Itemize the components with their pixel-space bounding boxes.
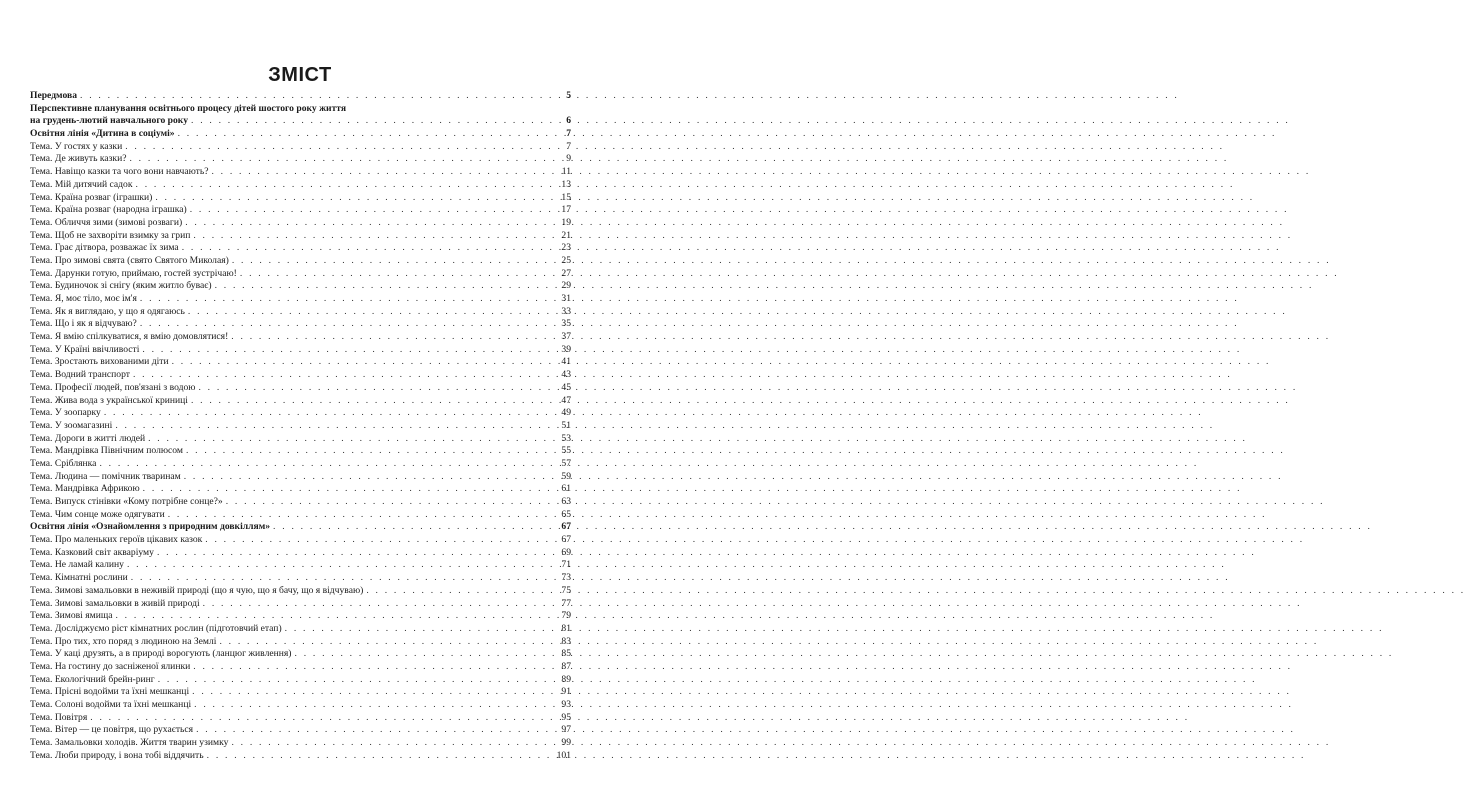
toc-entry[interactable] <box>30 395 571 408</box>
toc-entry-text: Тема. Прісні водойми та їхні мешканці <box>30 686 190 698</box>
toc-entry-text: Тема. Країна розваг (народна іграшка) <box>30 204 187 216</box>
toc-entry-page: 15 <box>561 191 571 203</box>
dot-leader <box>155 674 557 687</box>
toc-entry[interactable] <box>30 458 571 471</box>
page-title: ЗМІСТ <box>268 64 332 86</box>
toc-entry-page: 81 <box>561 622 571 634</box>
toc-entry[interactable] <box>30 306 571 319</box>
toc-entry-text: Тема. Повітря <box>30 711 88 723</box>
toc-entry-text-line1: Перспективне планування освітнього процесу дітей шостого року життя <box>30 102 347 114</box>
toc-entry-page: 71 <box>561 559 571 571</box>
toc-entry-page: 6 <box>566 115 571 127</box>
toc-entry[interactable] <box>30 483 571 496</box>
toc-entry-page: 63 <box>561 496 571 507</box>
toc-entry[interactable] <box>30 293 571 306</box>
table-of-contents <box>30 90 571 762</box>
toc-entry-text: Тема. У гостях у казки <box>30 140 123 152</box>
toc-entry[interactable] <box>30 344 571 357</box>
toc-entry-text: Тема. Чим сонце може одягувати <box>30 508 165 520</box>
toc-entry[interactable] <box>30 230 571 243</box>
toc-entry[interactable] <box>30 585 571 598</box>
toc-entry[interactable] <box>30 674 571 687</box>
toc-entry-text: Тема. Випуск стінівки «Кому потрібне сонце?» <box>30 496 223 507</box>
toc-entry-text: Передмова <box>30 90 77 101</box>
dot-leader <box>96 458 557 471</box>
toc-entry-page: 67 <box>561 534 571 546</box>
dot-leader <box>137 293 557 306</box>
dot-leader <box>133 179 557 192</box>
toc-entry[interactable] <box>30 166 571 179</box>
toc-entry[interactable] <box>30 750 571 763</box>
toc-entry[interactable] <box>30 610 571 623</box>
toc-entry-text: Тема. Країна розваг (іграшки) <box>30 191 153 203</box>
toc-entry-page: 31 <box>561 293 571 304</box>
toc-entry-page: 95 <box>561 711 571 723</box>
toc-entry-text: Тема. Водний транспорт <box>30 369 130 381</box>
dot-leader <box>228 737 557 750</box>
toc-entry-text: Тема. Де живуть казки? <box>30 153 127 165</box>
toc-section-heading[interactable] <box>30 521 571 534</box>
toc-entry-text: Тема. Замальовки холодів. Життя тварин узимку <box>30 737 229 749</box>
toc-entry[interactable] <box>30 141 571 154</box>
toc-entry-page: 83 <box>561 635 571 647</box>
toc-page <box>0 0 600 800</box>
toc-entry[interactable] <box>30 280 571 293</box>
toc-entry[interactable] <box>30 724 571 737</box>
toc-entry[interactable] <box>30 534 571 547</box>
dot-leader <box>112 610 557 623</box>
dot-leader <box>270 521 557 534</box>
toc-entry[interactable] <box>30 699 571 712</box>
toc-entry-page: 9 <box>566 153 571 165</box>
toc-entry[interactable] <box>30 369 571 382</box>
toc-entry-page: 101 <box>556 749 571 761</box>
dot-leader <box>152 192 557 205</box>
toc-entry-page: 79 <box>561 610 571 622</box>
toc-entry-text: Тема. Зимові ямища <box>30 610 113 622</box>
toc-entry-page: 91 <box>561 686 571 698</box>
toc-entry-text: Тема. Про тих, хто поряд з людиною на Землі <box>30 635 217 647</box>
toc-entry-text: Тема. Зимові замальовки в неживій природі (що я чую, що я бачу, що я відчуваю) <box>30 584 364 596</box>
toc-entry-text: Тема. Сріблянка <box>30 457 97 469</box>
toc-entry-text: Тема. Мандрівка Африкою <box>30 483 140 495</box>
dot-leader <box>182 217 557 230</box>
toc-entry[interactable] <box>30 356 571 369</box>
toc-entry[interactable] <box>30 242 571 255</box>
toc-entry-page: 17 <box>561 204 571 216</box>
toc-entry-page: 87 <box>561 660 571 672</box>
toc-entry-page: 75 <box>561 584 571 596</box>
toc-entry-page: 65 <box>561 508 571 520</box>
dot-leader <box>112 420 557 433</box>
toc-entry-text: Тема. Солоні водойми та їхні мешканці <box>30 699 192 710</box>
dot-leader <box>292 648 558 661</box>
dot-leader <box>193 724 557 737</box>
toc-entry-page: 19 <box>561 216 571 228</box>
dot-leader <box>189 686 557 699</box>
toc-entry-page: 29 <box>561 280 571 292</box>
toc-entry[interactable] <box>30 598 571 611</box>
dot-leader <box>183 445 557 458</box>
toc-entry-page: 41 <box>561 356 571 368</box>
toc-entry-page: 47 <box>561 394 571 406</box>
toc-entry[interactable] <box>30 255 571 268</box>
toc-entry[interactable] <box>30 331 571 344</box>
dot-leader <box>181 471 557 484</box>
toc-entry-text: Тема. Я вмію спілкуватися, я вмію домовлятися! <box>30 331 229 343</box>
toc-entry-text: Тема. Не ламай калину <box>30 559 124 571</box>
toc-entry-page: 39 <box>561 343 571 355</box>
toc-entry-page: 43 <box>561 369 571 381</box>
toc-entry-text: Тема. Мандрівка Північним полюсом <box>30 445 183 457</box>
toc-section-heading[interactable] <box>30 128 571 141</box>
toc-entry-text: Тема. У каці друзять, а в природі ворогують (ланцюг живлення) <box>30 648 292 660</box>
toc-entry[interactable] <box>30 496 571 509</box>
toc-entry[interactable] <box>30 712 571 725</box>
toc-entry-text: Освітня лінія «Ознайомлення з природним довкіллям» <box>30 521 271 533</box>
toc-entry-text: Тема. Я, моє тіло, моє ім'я <box>30 293 137 304</box>
toc-entry-page: 73 <box>561 572 571 584</box>
toc-entry-text: Тема. Про маленьких героїв цікавих казок <box>30 534 203 546</box>
toc-entry[interactable] <box>30 636 571 649</box>
dot-leader <box>128 572 557 585</box>
toc-entry[interactable] <box>30 572 571 585</box>
toc-entry[interactable] <box>30 509 571 522</box>
toc-entry-page: 85 <box>561 648 571 660</box>
toc-entry-text: Тема. Досліджуємо ріст кімнатних рослин (підготовчий етап) <box>30 622 282 634</box>
toc-entry-page: 27 <box>561 267 571 279</box>
toc-entry-text: Тема. Обличчя зими (зимові розваги) <box>30 216 183 228</box>
toc-entry-text: Тема. Щоб не захворіти взимку за грип <box>30 229 191 241</box>
toc-entry-text: Тема. Як я виглядаю, у що я одягаюсь <box>30 305 185 317</box>
dot-leader <box>126 153 557 166</box>
dot-leader <box>237 268 557 281</box>
dot-leader <box>101 407 557 420</box>
toc-entry-page: 25 <box>561 254 571 266</box>
toc-entry[interactable] <box>30 204 571 217</box>
toc-entry-page: 57 <box>561 457 571 469</box>
dot-leader <box>140 483 557 496</box>
toc-entry[interactable] <box>30 661 571 674</box>
dot-leader <box>200 598 557 611</box>
toc-entry-page: 59 <box>561 470 571 482</box>
dot-leader <box>195 382 557 395</box>
dot-leader <box>190 230 557 243</box>
toc-entry[interactable] <box>30 686 571 699</box>
dot-leader <box>87 712 557 725</box>
dot-leader <box>191 699 557 712</box>
dot-leader <box>154 547 557 560</box>
toc-entry-text: Освітня лінія «Дитина в соціумі» <box>30 128 175 140</box>
toc-entry[interactable] <box>30 268 571 281</box>
toc-entry-text: Тема. Людина — помічник тваринам <box>30 470 181 482</box>
toc-entry[interactable] <box>30 153 571 166</box>
toc-entry-page: 45 <box>561 381 571 393</box>
toc-entry-page: 89 <box>561 673 571 685</box>
dot-leader <box>185 306 557 319</box>
toc-entry[interactable] <box>30 318 571 331</box>
toc-entry-text: Тема. У зоомагазині <box>30 419 113 431</box>
toc-entry[interactable] <box>30 420 571 433</box>
toc-entry[interactable] <box>30 192 571 205</box>
dot-leader <box>179 242 557 255</box>
toc-entry[interactable] <box>30 382 571 395</box>
dot-leader <box>175 128 557 141</box>
toc-entry[interactable] <box>30 648 571 661</box>
toc-entry-page: 21 <box>561 229 571 241</box>
toc-entry-page: 35 <box>561 318 571 330</box>
dot-leader <box>188 115 557 128</box>
toc-entry-text: Тема. Казковий світ акваріуму <box>30 546 154 558</box>
toc-entry-text: Тема. Грає дітвора, розважає їх зима <box>30 242 179 254</box>
toc-entry-page: 7 <box>566 128 571 140</box>
dot-leader <box>124 559 557 572</box>
dot-leader <box>165 509 557 522</box>
toc-entry-text: Тема. Екологічний брейн-ринг <box>30 673 155 685</box>
toc-entry-page: 55 <box>561 445 571 457</box>
toc-entry-text: Тема. Люби природу, і вона тобі віддячить <box>30 749 204 761</box>
dot-leader <box>188 395 557 408</box>
toc-entry-intro[interactable] <box>30 90 571 103</box>
toc-entry-text: Тема. Вітер — це повітря, що рухається <box>30 724 194 736</box>
toc-entry-text: Тема. Дороги в житті людей <box>30 432 146 444</box>
toc-entry-text: Тема. Жива вода з української криниці <box>30 394 188 406</box>
toc-entry-page: 77 <box>561 597 571 609</box>
dot-leader <box>187 204 557 217</box>
toc-entry-page: 61 <box>561 483 571 495</box>
toc-entry-page: 33 <box>561 305 571 317</box>
toc-entry-text: Тема. Будиночок зі снігу (яким житло буває) <box>30 280 212 292</box>
dot-leader <box>223 496 557 509</box>
toc-entry-text: Тема. На гостину до засніженої ялинки <box>30 660 191 672</box>
dot-leader <box>130 369 557 382</box>
dot-leader <box>202 534 557 547</box>
dot-leader <box>190 661 557 674</box>
dot-leader <box>137 318 557 331</box>
toc-entry-text: Тема. Професії людей, пов'язані з водою <box>30 381 196 393</box>
toc-entry-page: 49 <box>561 407 571 419</box>
toc-entry[interactable] <box>30 217 571 230</box>
toc-entry[interactable] <box>30 471 571 484</box>
dot-leader <box>282 623 557 636</box>
dot-leader <box>204 750 557 763</box>
toc-entry-text: Тема. Про зимові свята (свято Святого Миколая) <box>30 254 229 266</box>
toc-entry-text: Тема. Зимові замальовки в живій природі <box>30 597 200 609</box>
toc-entry[interactable] <box>30 623 571 636</box>
toc-entry-page: 53 <box>561 432 571 444</box>
toc-entry-page: 37 <box>561 331 571 343</box>
toc-entry-page: 11 <box>561 166 571 178</box>
toc-entry-page: 67 <box>561 521 571 533</box>
toc-entry[interactable] <box>30 445 571 458</box>
toc-entry-text: Тема. Що і як я відчуваю? <box>30 318 137 330</box>
toc-entry-text: Тема. Мій дитячий садок <box>30 178 133 190</box>
dot-leader <box>228 331 557 344</box>
toc-entry-page: 13 <box>561 178 571 190</box>
dot-leader <box>169 356 557 369</box>
toc-entry-page: 69 <box>561 546 571 558</box>
toc-entry[interactable] <box>30 179 571 192</box>
dot-leader <box>212 280 557 293</box>
toc-entry-text: Тема. Кімнатні рослини <box>30 572 128 584</box>
toc-entry-page: 5 <box>566 90 571 101</box>
toc-entry-text-line2: на грудень-лютий навчального року <box>30 115 188 127</box>
toc-entry-page: 93 <box>561 699 571 710</box>
toc-entry-page: 51 <box>561 419 571 431</box>
toc-entry-text: Тема. У зоопарку <box>30 407 101 419</box>
toc-entry-text: Тема. Навіщо казки та чого вони навчають? <box>30 166 209 178</box>
toc-entry-plan[interactable] <box>30 103 571 128</box>
dot-leader <box>122 141 557 154</box>
toc-entry[interactable] <box>30 547 571 560</box>
dot-leader <box>208 166 557 179</box>
toc-entry-page: 7 <box>566 140 571 152</box>
dot-leader <box>229 255 557 268</box>
dot-leader <box>77 90 557 103</box>
dot-leader <box>363 585 557 598</box>
toc-entry[interactable] <box>30 407 571 420</box>
toc-entry[interactable] <box>30 433 571 446</box>
dot-leader <box>216 636 557 649</box>
toc-entry-page: 23 <box>561 242 571 254</box>
toc-entry-text: Тема. У Країні ввічливості <box>30 343 140 355</box>
toc-entry-page: 99 <box>561 737 571 749</box>
toc-entry[interactable] <box>30 559 571 572</box>
toc-entry-text: Тема. Дарунки готую, приймаю, гостей зустрічаю! <box>30 267 237 279</box>
dot-leader <box>145 433 557 446</box>
dot-leader <box>139 344 557 357</box>
toc-entry-page: 97 <box>561 724 571 736</box>
toc-entry[interactable] <box>30 737 571 750</box>
toc-entry-text: Тема. Зростають вихованими діти <box>30 356 169 368</box>
